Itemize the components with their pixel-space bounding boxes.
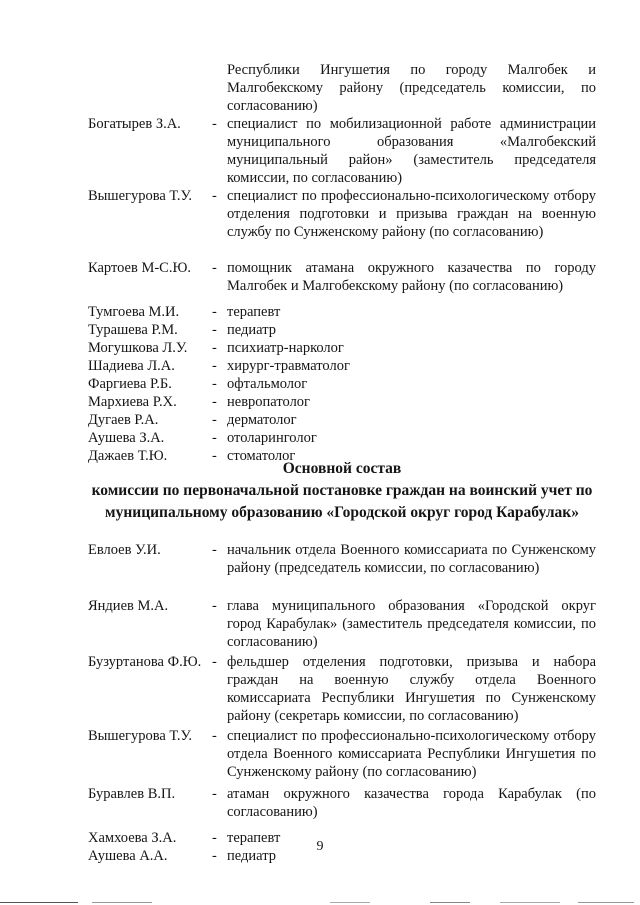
heading-line: Основной состав: [282, 460, 402, 477]
dash: -: [212, 322, 217, 338]
scan-artifact-line: [92, 902, 152, 903]
list-item: [88, 411, 596, 429]
member-role: начальник отдела Военного комиссариата по Сунженскому району (председатель комиссии, по согласованию): [227, 542, 596, 576]
dash: -: [212, 358, 217, 374]
section2-heading: [88, 459, 596, 523]
list-item: [88, 653, 596, 725]
scan-artifact-line: [500, 902, 560, 903]
list-item: [88, 375, 596, 393]
list-item: [88, 393, 596, 411]
list-item: [88, 61, 596, 115]
member-name: Аушева А.А.: [88, 848, 168, 864]
member-name: Фаргиева Р.Б.: [88, 376, 172, 392]
member-name: Мархиева Р.Х.: [88, 394, 177, 410]
list-item: [88, 541, 596, 595]
member-role: специалист по профессионально-психологическому отбору отделения подготовки и призыва граждан на военную службу по Сунженскому району (по согласованию): [227, 188, 596, 240]
dash: -: [212, 412, 217, 428]
member-name: Турашева Р.М.: [88, 322, 178, 338]
scan-artifact-line: [0, 902, 78, 903]
member-role: терапевт: [227, 830, 281, 846]
member-name: Картоев М-С.Ю.: [88, 260, 192, 276]
dash: -: [212, 542, 217, 558]
dash: -: [212, 786, 217, 802]
scan-artifact-line: [330, 902, 370, 903]
dash: -: [212, 654, 217, 670]
member-name: Аушева З.А.: [88, 430, 165, 446]
list-item: [88, 259, 596, 295]
member-name: Шадиева Л.А.: [88, 358, 175, 374]
member-role: хирург-травматолог: [227, 358, 350, 374]
list-item: [88, 597, 596, 651]
member-name: Бузуртанова Ф.Ю.: [88, 654, 202, 670]
list-item: [88, 187, 596, 259]
member-role: глава муниципального образования «Городской округ город Карабулак» (заместитель председателя комиссии, по согласованию): [227, 598, 596, 650]
dash: -: [212, 188, 217, 204]
section2-member-list: [88, 541, 596, 865]
dash: -: [212, 430, 217, 446]
list-item: [88, 785, 596, 821]
member-name: Дажаев Т.Ю.: [88, 448, 168, 464]
list-item: [88, 115, 596, 187]
member-name: Буравлев В.П.: [88, 786, 176, 802]
heading-line: комиссии по первоначальной постановке граждан на воинский учет по: [91, 482, 593, 499]
member-name: Тумгоева М.И.: [88, 304, 180, 320]
member-role: атаман окружного казачества города Карабулак (по согласованию): [227, 786, 596, 820]
list-item: [88, 429, 596, 447]
section1-member-list: [88, 61, 596, 465]
heading-line: муниципальному образованию «Городской округ город Карабулак»: [105, 504, 579, 521]
member-name: Могушкова Л.У.: [88, 340, 188, 356]
dash: -: [212, 304, 217, 320]
list-item: [88, 339, 596, 357]
member-name: Вышегурова Т.У.: [88, 188, 192, 204]
scan-artifact-line: [578, 902, 634, 903]
scan-artifact-line: [430, 902, 470, 903]
dash: -: [212, 394, 217, 410]
intro-text: Республики Ингушетия по городу Малгобек и Малгобекскому району (председатель комиссии, по согласованию): [227, 62, 596, 114]
page-number: 9: [316, 839, 324, 854]
member-name: Богатырев З.А.: [88, 116, 181, 132]
dash: -: [212, 848, 217, 864]
member-role: специалист по мобилизационной работе администрации муниципального образования «Малгобекский муниципальный район» (заместитель председателя комиссии, по согласованию): [227, 116, 596, 186]
dash: -: [212, 598, 217, 614]
member-name: Вышегурова Т.У.: [88, 728, 192, 744]
member-role: терапевт: [227, 304, 281, 320]
member-role: отоларинголог: [227, 430, 317, 446]
member-role: педиатр: [227, 322, 276, 338]
member-role: невропатолог: [227, 394, 310, 410]
dash: -: [212, 448, 217, 464]
member-role: стоматолог: [227, 448, 296, 464]
dash: -: [212, 728, 217, 744]
member-name: Евлоев У.И.: [88, 542, 161, 558]
member-role: офтальмолог: [227, 376, 308, 392]
list-item: [88, 321, 596, 339]
member-name: Дугаев Р.А.: [88, 412, 159, 428]
member-role: специалист по профессионально-психологическому отбору отдела Военного комиссариата Республики Ингушетия по Сунженскому району (по согласованию): [227, 728, 596, 780]
member-name: Яндиев М.А.: [88, 598, 169, 614]
list-item: [88, 303, 596, 321]
list-item: [88, 727, 596, 781]
dash: -: [212, 260, 217, 276]
dash: -: [212, 340, 217, 356]
list-item: [88, 357, 596, 375]
member-role: фельдшер отделения подготовки, призыва и набора граждан на военную службу отдела Военного комиссариата Республики Ингушетия по Сунженскому району (секретарь комиссии, по согласованию): [227, 654, 596, 724]
member-role: педиатр: [227, 848, 276, 864]
dash: -: [212, 376, 217, 392]
dash: -: [212, 116, 217, 132]
dash: -: [212, 830, 217, 846]
member-role: помощник атамана окружного казачества по городу Малгобек и Малгобекскому району (по согласованию): [227, 260, 596, 294]
member-role: дерматолог: [227, 412, 297, 428]
member-name: Хамхоева З.А.: [88, 830, 177, 846]
member-role: психиатр-нарколог: [227, 340, 344, 356]
